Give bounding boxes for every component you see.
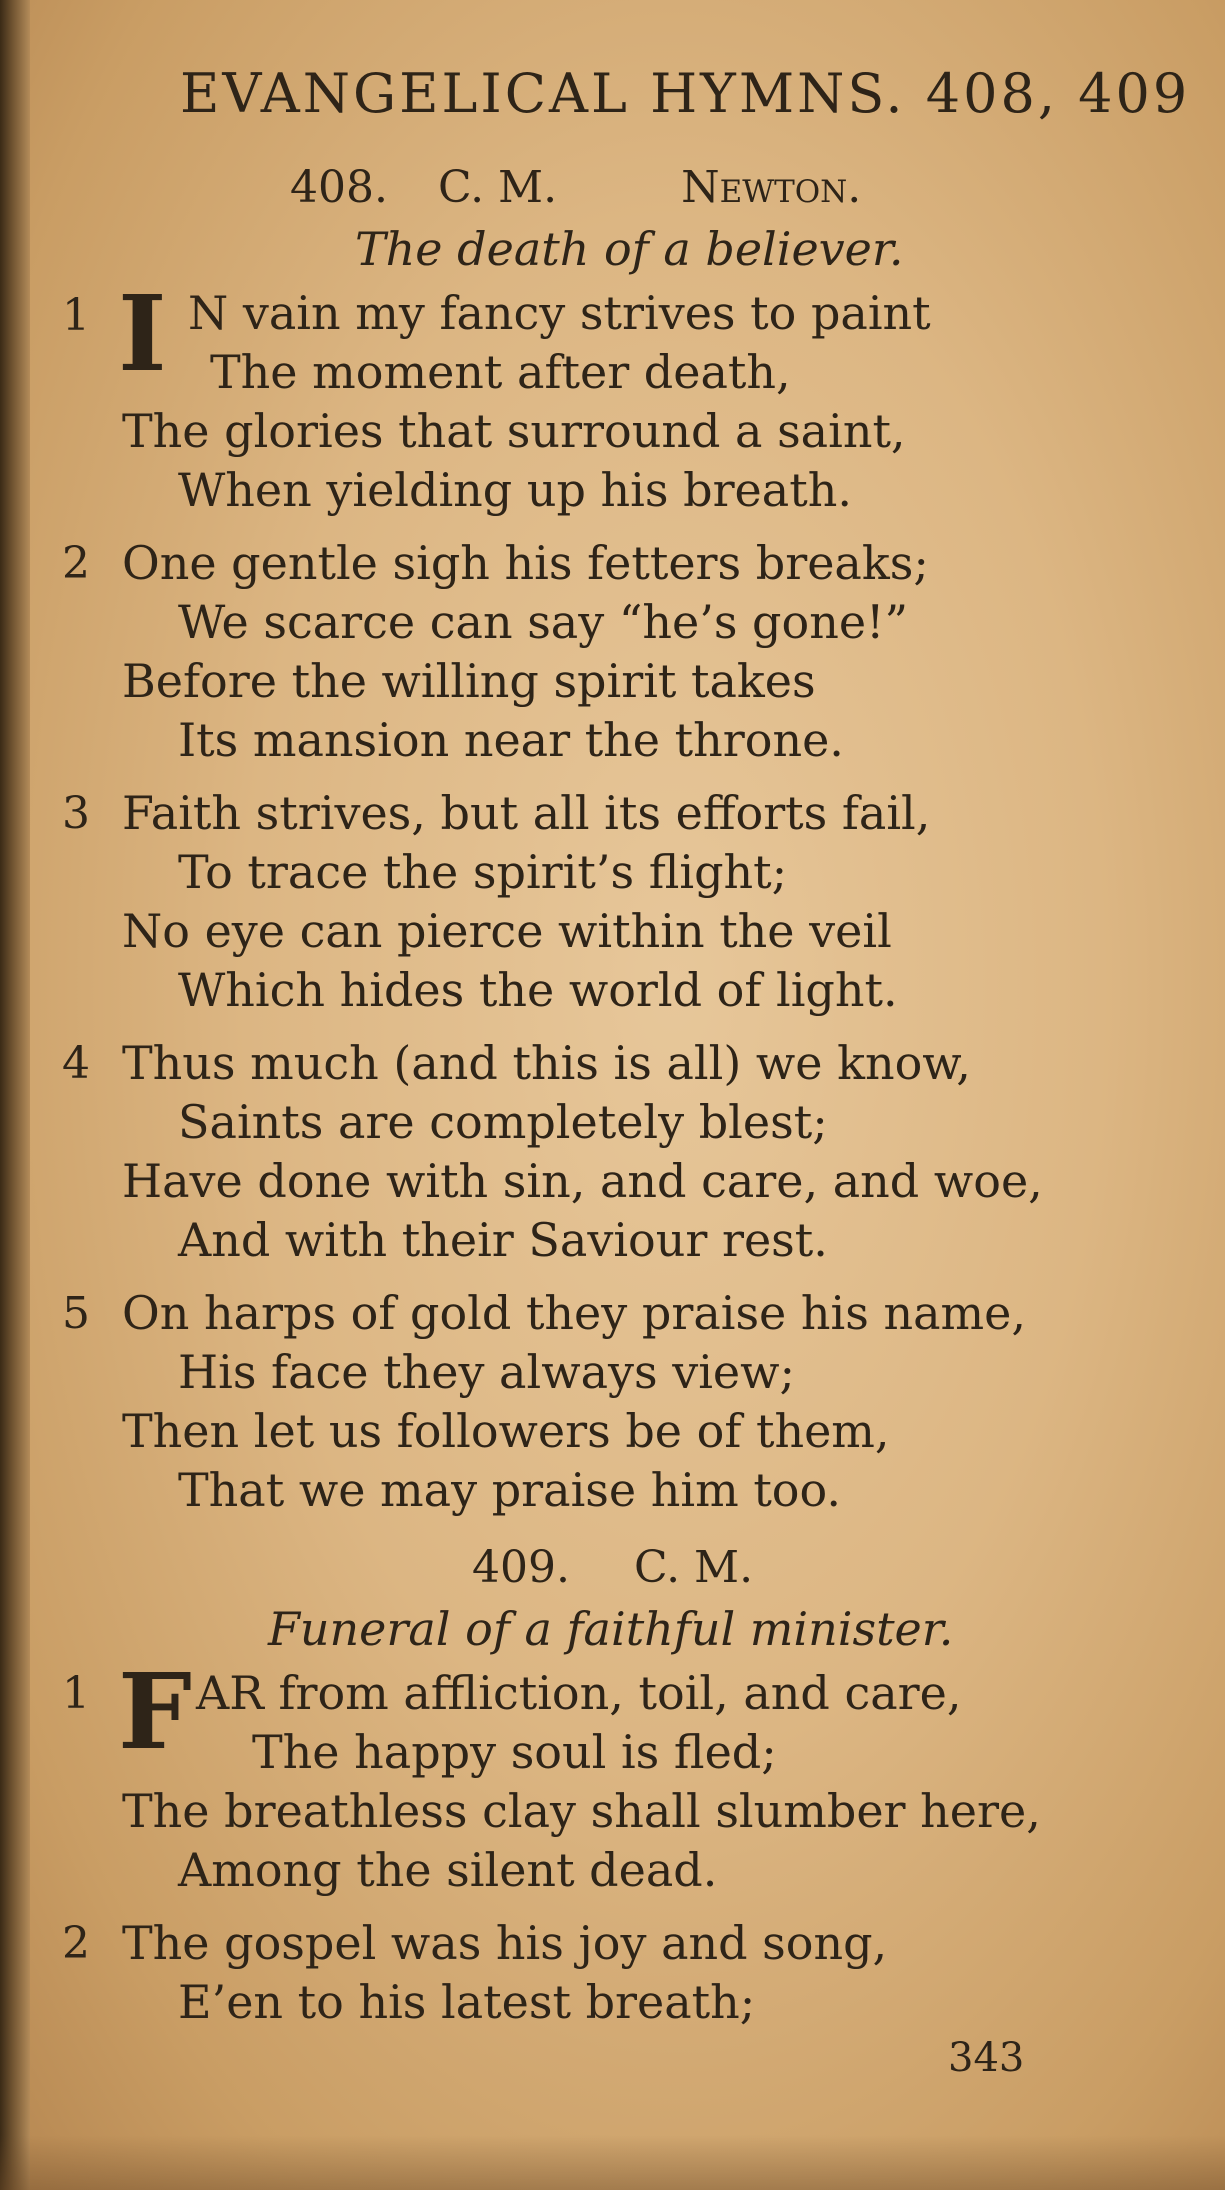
stanza-number: 2: [62, 1918, 90, 1969]
verse-line: One gentle sigh his fetters breaks;: [122, 536, 929, 590]
verse-line: AR from affliction, toil, and care,: [196, 1666, 962, 1720]
verse-line: We scarce can say “he’s gone!”: [178, 595, 909, 649]
verse-line: Thus much (and this is all) we know,: [122, 1036, 971, 1090]
drop-cap: F: [118, 1650, 192, 1773]
verse-line: His face they always view;: [178, 1345, 796, 1399]
verse-line: The gospel was his joy and song,: [122, 1916, 888, 1970]
stanza-number: 1: [62, 1668, 90, 1719]
stanza-number: 5: [62, 1288, 90, 1339]
verse-line: Saints are completely blest;: [178, 1095, 828, 1149]
stanza-number: 1: [62, 290, 90, 341]
verse-line: Then let us followers be of them,: [122, 1404, 890, 1458]
verse-line: Its mansion near the throne.: [178, 713, 844, 767]
hymn-meter: C. M.: [437, 162, 558, 213]
verse-line: And with their Saviour rest.: [178, 1213, 828, 1267]
verse-line: To trace the spirit’s flight;: [178, 845, 788, 899]
hymn-409-subtitle: Funeral of a faithful minister.: [268, 1602, 954, 1656]
stanza-number: 2: [62, 538, 90, 589]
verse-line: Among the silent dead.: [178, 1843, 718, 1897]
verse-line: The moment after death,: [210, 345, 791, 399]
verse-line: The glories that surround a saint,: [122, 404, 906, 458]
verse-line: No eye can pierce within the veil: [122, 904, 892, 958]
verse-line: Which hides the world of light.: [178, 963, 898, 1017]
verse-line: The breathless clay shall slumber here,: [122, 1784, 1041, 1838]
verse-line: That we may praise him too.: [178, 1463, 842, 1517]
verse-line: On harps of gold they praise his name,: [122, 1286, 1026, 1340]
verse-line: Have done with sin, and care, and woe,: [122, 1154, 1043, 1208]
hymn-408-subtitle: The death of a believer.: [355, 222, 904, 276]
running-head: EVANGELICAL HYMNS. 408, 409: [180, 62, 1191, 125]
verse-line: N vain my fancy strives to paint: [188, 286, 931, 340]
drop-cap: I: [118, 272, 167, 395]
hymn-number: 409.: [472, 1542, 570, 1593]
verse-line: E’en to his latest breath;: [178, 1975, 756, 2029]
page-bottom-edge: [0, 2135, 1225, 2190]
page-number: 343: [948, 2035, 1025, 2081]
hymn-408-header: [290, 162, 861, 213]
verse-line: The happy soul is fled;: [252, 1725, 777, 1779]
verse-line: Before the willing spirit takes: [122, 654, 816, 708]
verse-line: Faith strives, but all its efforts fail,: [122, 786, 931, 840]
stanza-number: 4: [62, 1038, 90, 1089]
hymn-409-header: [472, 1542, 753, 1593]
hymn-number: 408.: [290, 162, 388, 213]
hymn-tune: Newton.: [681, 162, 862, 213]
stanza-number: 3: [62, 788, 90, 839]
binding-gutter: [0, 0, 30, 2190]
hymn-meter: C. M.: [633, 1542, 754, 1593]
verse-line: When yielding up his breath.: [178, 463, 852, 517]
